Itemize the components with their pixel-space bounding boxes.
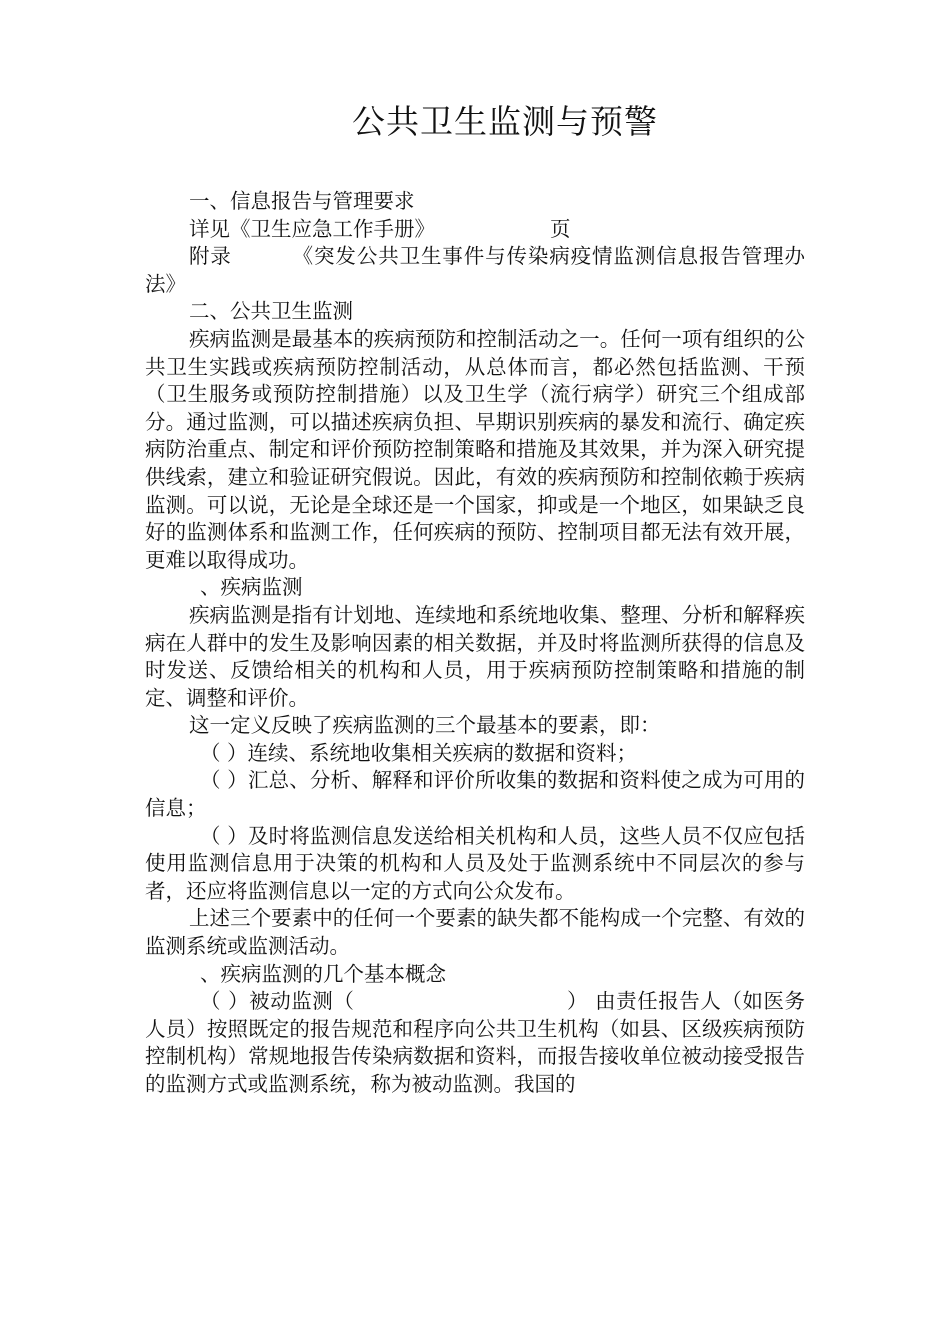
reference-gap [435, 216, 550, 244]
list-item-4-rest: 医务人员）按照既定的报告规范和程序向公共卫生机构（如县、区级疾病预防控制机构）常规地报告传染病数据和资料，而报告接收单位被动接受报告的监测方式或监测系统，称为被动监测。我国的 [145, 989, 805, 1096]
paragraph-2: 疾病监测是指有计划地、连续地和系统地收集、整理、分析和解释疾病在人群中的发生及影响因素的相关数据，并及时将监测所获得的信息及时发送、反馈给相关的机构和人员，用于疾病预防控制策略和措施的制定、调整和评价。 [145, 602, 805, 710]
appendix-text: 《突发公共卫生事件与传染病疫情监测信息报告管理办法》 [145, 244, 806, 296]
paragraph-4: 上述三个要素中的任何一个要素的缺失都不能构成一个完整、有效的监测系统或监测活动。 [145, 906, 805, 959]
paragraph-1: 疾病监测是最基本的疾病预防和控制活动之一。任何一项有组织的公共卫生实践或疾病预防控制活动，从总体而言，都必然包括监测、干预（卫生服务或预防控制措施）以及卫生学（流行病学）研究三个组成部分。通过监测，可以描述疾病负担、早期识别疾病的暴发和流行、确定疾病防治重点、制定和评价预防控制策略和措施及其效果，并为深入研究提供线索，建立和验证研究假说。因此，有效的疾病预防和控制依赖于疾病监测。可以说，无论是全球还是一个国家，抑或是一个地区，如果缺乏良好的监测体系和监测工作，任何疾病的预防、控制项目都无法有效开展，更难以取得成功。 [145, 326, 805, 572]
section-heading-2: 二、公共卫生监测 [189, 299, 353, 324]
section-heading-1: 一、信息报告与管理要求 [189, 189, 415, 213]
list-item-1: （ ）连续、系统地收集相关疾病的数据和资料； [200, 740, 638, 765]
subsection-heading-1: 、疾病监测 [200, 575, 303, 600]
subsection-heading-2: 、疾病监测的几个基本概念 [200, 961, 446, 986]
list-item-2: （ ）汇总、分析、解释和评价所收集的数据和资料使之成为可用的信息； [145, 768, 805, 821]
list-item-3: （ ）及时将监测信息发送给相关机构和人员，这些人员不仅应包括使用监测信息用于决策的机构和人员及处于监测系统中不同层次的参与者，还应将监测信息以一定的方式向公众发布。 [145, 823, 805, 903]
document-title: 公共卫生监测与预警 [352, 102, 658, 141]
list-item-4 [145, 988, 805, 1098]
appendix-label: 附录 [189, 244, 232, 269]
document-body [145, 188, 805, 1099]
reference-line [145, 216, 805, 244]
paragraph-3: 这一定义反映了疾病监测的三个最基本的要素，即： [189, 713, 661, 738]
list-item-4-start: （ ）被动监测（ [200, 989, 355, 1014]
reference-page: 页 [550, 216, 571, 241]
reference-text: 详见《卫生应急工作手册》 [189, 216, 435, 241]
list-item-4-mid: ） 由责任报告人（如 [566, 989, 764, 1014]
appendix-paragraph [145, 243, 805, 298]
